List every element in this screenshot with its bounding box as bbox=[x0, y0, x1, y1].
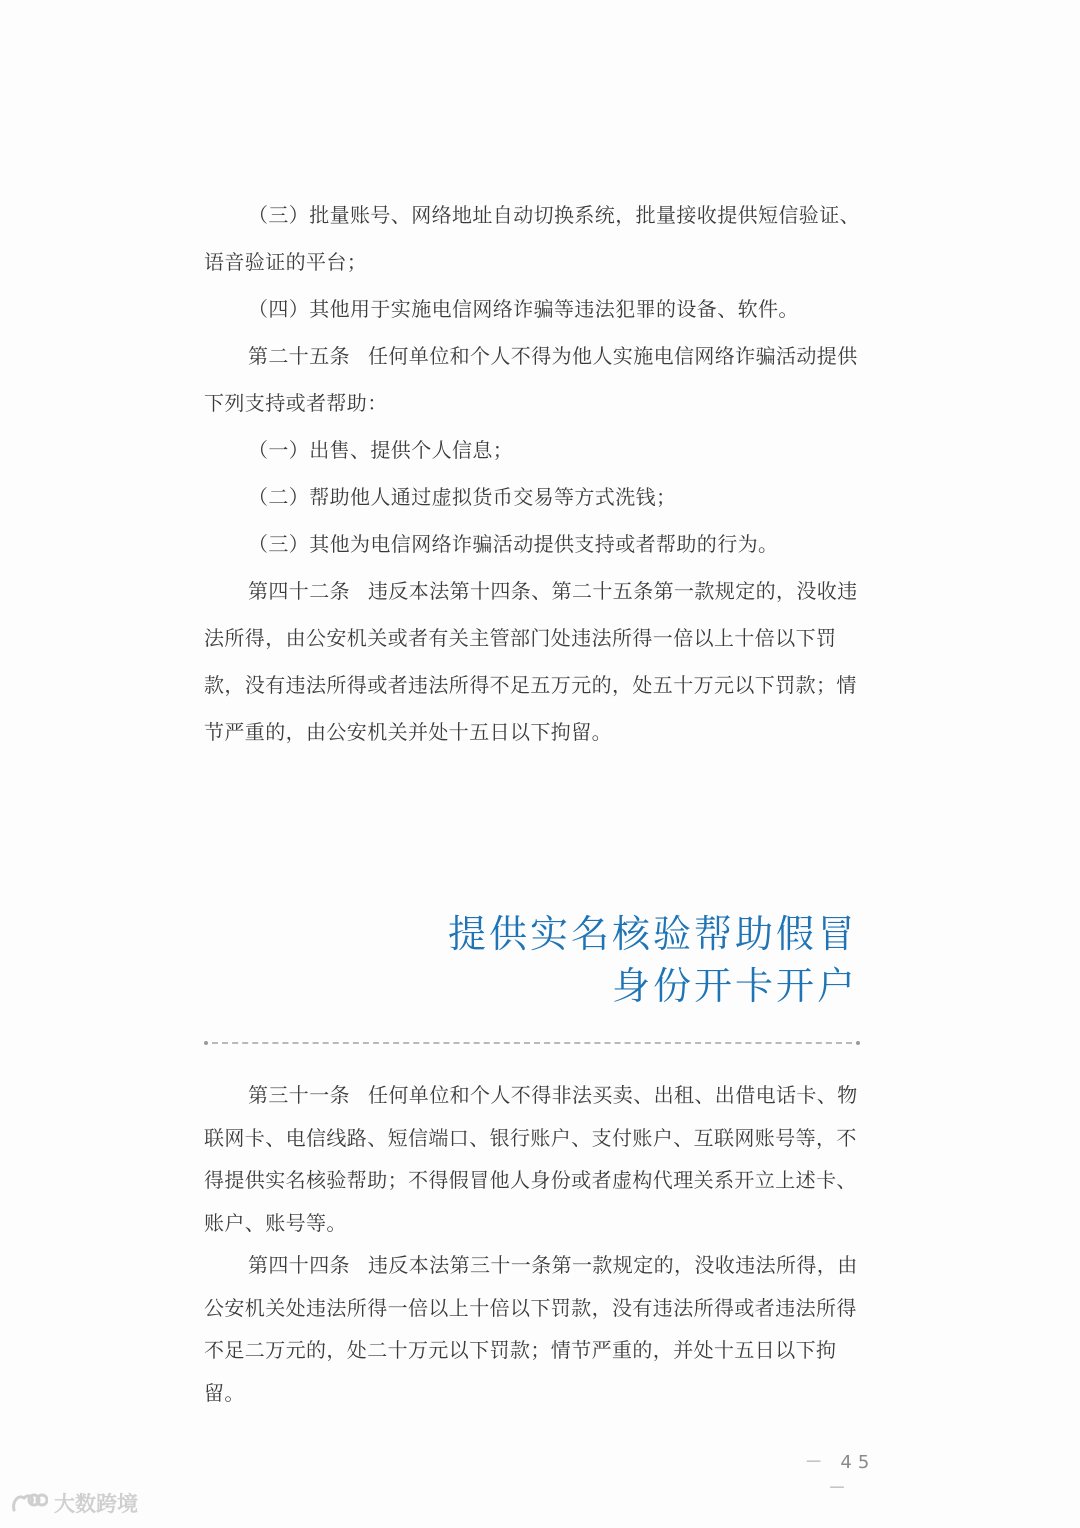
page-number: － 45 － bbox=[804, 1452, 876, 1499]
paragraph bbox=[204, 1074, 860, 1244]
paragraph: （二）帮助他人通过虚拟货币交易等方式洗钱； bbox=[248, 485, 677, 509]
watermark-text: 大数跨境 bbox=[54, 1492, 138, 1516]
article-text: 违反本法第十四条、第二十五条第一款规定的，没收违法所得，由公安机关或者有关主管部门处违法所得一倍以上十倍以下罚款，没有违法所得或者违法所得不足五万元的，处五十万元以下罚款；情节严重的，由公安机关并处十五日以下拘留。 bbox=[204, 579, 858, 744]
paragraph bbox=[204, 1244, 860, 1414]
section-heading bbox=[448, 908, 858, 1012]
article-number: 第四十二条 bbox=[248, 579, 350, 603]
heading-line-1: 提供实名核验帮助假冒 bbox=[447, 912, 858, 956]
heading-line-2: 身份开卡开户 bbox=[611, 964, 858, 1008]
divider-line bbox=[212, 1042, 852, 1044]
watermark bbox=[10, 1488, 138, 1518]
paragraph bbox=[204, 333, 860, 427]
section-bottom bbox=[204, 1074, 860, 1414]
article-text: 任何单位和个人不得非法买卖、出租、出借电话卡、物联网卡、电信线路、短信端口、银行账户、支付账户、互联网账号等，不得提供实名核验帮助；不得假冒他人身份或者虚构代理关系开立上述卡、账户、账号等。 bbox=[204, 1083, 858, 1235]
paragraph bbox=[204, 568, 860, 756]
paragraph: （三）其他为电信网络诈骗活动提供支持或者帮助的行为。 bbox=[248, 532, 779, 556]
article-text: 任何单位和个人不得为他人实施电信网络诈骗活动提供下列支持或者帮助： bbox=[204, 344, 858, 415]
section-top bbox=[204, 192, 860, 756]
article-number: 第三十一条 bbox=[248, 1083, 350, 1107]
article-text: 违反本法第三十一条第一款规定的，没收违法所得，由公安机关处违法所得一倍以上十倍以下罚款，没有违法所得或者违法所得不足二万元的，处二十万元以下罚款；情节严重的，并处十五日以下拘留。 bbox=[204, 1253, 858, 1405]
divider-dot bbox=[204, 1041, 208, 1045]
divider-dot bbox=[856, 1041, 860, 1045]
dashed-divider bbox=[204, 1041, 860, 1045]
paragraph: （三）批量账号、网络地址自动切换系统，批量接收提供短信验证、语音验证的平台； bbox=[204, 203, 860, 274]
paragraph: （四）其他用于实施电信网络诈骗等违法犯罪的设备、软件。 bbox=[248, 297, 799, 321]
paragraph: （一）出售、提供个人信息； bbox=[248, 438, 514, 462]
watermark-logo-icon bbox=[10, 1490, 48, 1516]
article-number: 第四十四条 bbox=[248, 1253, 350, 1277]
article-number: 第二十五条 bbox=[248, 344, 350, 368]
